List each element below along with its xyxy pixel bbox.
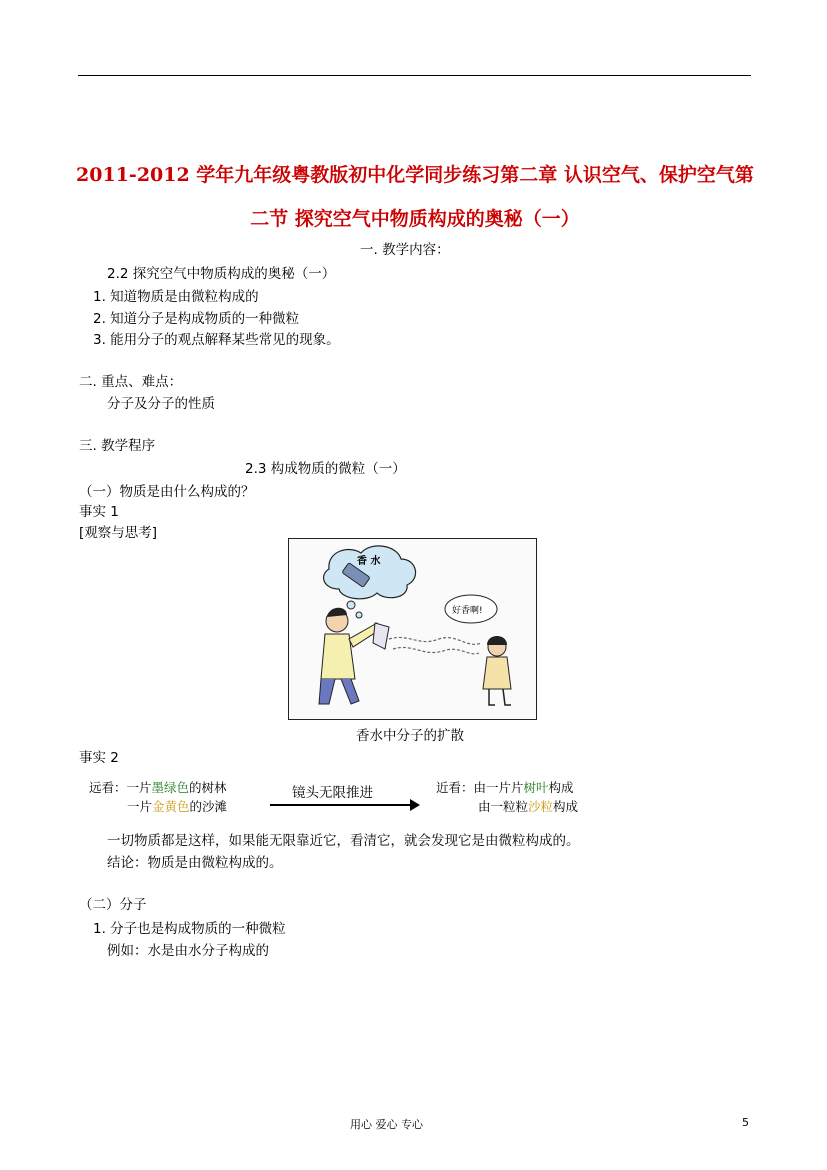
header-rule [78, 75, 751, 76]
thought-cloud [324, 546, 416, 599]
footer-motto: 用心 爱心 专心 [350, 1118, 423, 1131]
far-text: 的树林 [189, 780, 227, 795]
summary-text: 一切物质都是这样，如果能无限靠近它，看清它，就会发现它是由微粒构成的。 [107, 833, 580, 849]
section1-subtitle: 2.2 探究空气中物质构成的奥秘（一） [107, 266, 336, 282]
arrow-line [270, 804, 414, 806]
question-2: （二）分子 [79, 897, 147, 913]
section1-heading: 一. 教学内容： [360, 242, 450, 258]
lesson-title: 2.3 构成物质的微粒（一） [245, 461, 406, 477]
section2-content: 分子及分子的性质 [107, 396, 215, 412]
objective-item: 1. 知道物质是由微粒构成的 [93, 289, 259, 305]
observe-label: [观察与思考] [79, 525, 158, 541]
near-text: 由一粒粒 [478, 799, 529, 814]
figure-caption: 香水中分子的扩散 [356, 728, 464, 744]
fact1-label: 事实 1 [79, 504, 119, 520]
page-number: 5 [742, 1116, 749, 1129]
dark-green-text: 墨绿色 [151, 780, 190, 795]
far-text: 一片 [127, 799, 153, 814]
conclusion-text: 结论：物质是由微粒构成的。 [107, 855, 283, 871]
arrow-label: 镜头无限推进 [292, 785, 373, 801]
golden-text: 金黄色 [152, 799, 190, 814]
molecule-point-1: 1. 分子也是构成物质的一种微粒 [93, 921, 286, 937]
illustration-drawing [289, 539, 536, 719]
cloud-dot [347, 601, 355, 609]
example-text: 例如：水是由水分子构成的 [107, 943, 269, 959]
section2-heading: 二. 重点、难点： [79, 374, 183, 390]
section3-heading: 三. 教学程序 [79, 438, 156, 454]
diffusion-wisp [389, 637, 481, 644]
handkerchief [373, 623, 389, 649]
far-label: 远看： [89, 780, 127, 795]
document-title-line2: 二节 探究空气中物质构成的奥秘（一） [250, 208, 580, 230]
far-view-line2 [127, 797, 227, 815]
girl-hair [487, 636, 507, 645]
girl-dress [483, 657, 511, 689]
document-title-line1: 2011-2012 学年九年级粤教版初中化学同步练习第二章 认识空气、保护空气第 [76, 164, 754, 186]
objective-item: 2. 知道分子是构成物质的一种微粒 [93, 311, 300, 327]
cloud-label: 香 水 [357, 556, 381, 567]
girl-legs [489, 689, 511, 705]
near-view-line1 [436, 778, 574, 796]
fact2-label: 事实 2 [79, 750, 119, 766]
diffusion-wisp [393, 647, 479, 653]
objective-item: 3. 能用分子的观点解释某些常见的现象。 [93, 332, 340, 348]
speech-bubble-label: 好香啊! [452, 606, 483, 616]
far-text: 一片 [126, 780, 152, 795]
near-text: 由一片片 [473, 780, 524, 795]
man-trousers [319, 679, 359, 704]
question-1: （一）物质是由什么构成的？ [79, 484, 255, 500]
perfume-diffusion-illustration [288, 538, 537, 720]
far-text: 的沙滩 [189, 799, 228, 814]
cloud-dot [356, 612, 362, 618]
near-text: 构成 [548, 780, 574, 795]
far-view-line1 [89, 778, 227, 796]
near-text: 构成 [553, 799, 579, 814]
near-label: 近看： [436, 780, 474, 795]
arrow-right-icon [410, 799, 420, 811]
near-view-line2 [478, 797, 578, 815]
leaf-text: 树叶 [523, 780, 549, 795]
sand-text: 沙粒 [528, 799, 554, 814]
